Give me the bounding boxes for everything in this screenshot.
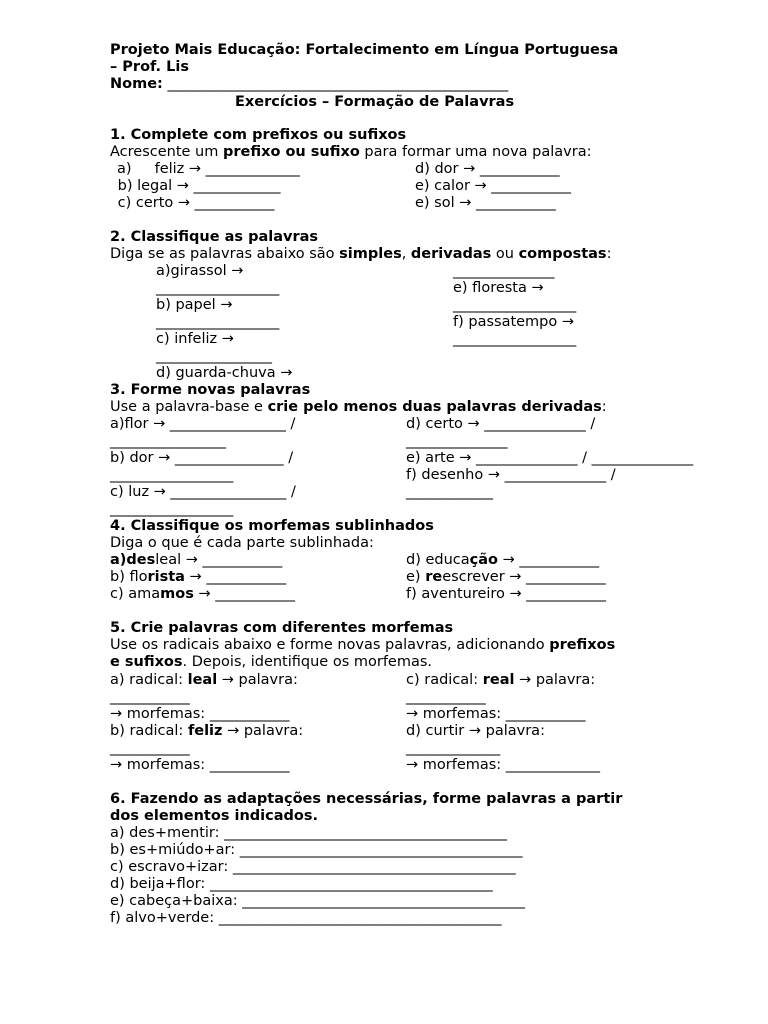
ex5-item-b: b) radical: feliz → palavra:	[110, 723, 304, 739]
ex2-instruction: Diga se as palavras abaixo são simples, derivadas ou compostas:	[110, 246, 612, 262]
ex1-item-c: c) certo → ___________	[113, 195, 275, 211]
ex5-blank-d: _____________	[406, 740, 501, 756]
ex1-item-f: e) sol → ___________	[415, 195, 556, 211]
ex5-morfemas-d: → morfemas: _____________	[406, 757, 601, 773]
ex3-item-f: f) desenho → ______________ /	[406, 467, 616, 483]
ex3-item-d: d) certo → ______________ /	[406, 416, 596, 432]
ex6-item-a: a) des+mentir: _______________________________________	[110, 825, 507, 841]
ex6-item-e: e) cabeça+baixa: _______________________________________	[110, 893, 526, 909]
ex5-morfemas-a: → morfemas: ___________	[110, 706, 290, 722]
ex1-item-b: b) legal → ____________	[113, 178, 281, 194]
title-line-2: – Prof. Lis	[110, 59, 189, 75]
ex5-instruction-1: Use os radicais abaixo e forme novas palavras, adicionando prefixos	[110, 637, 616, 653]
ex6-item-c: c) escravo+izar: _______________________________________	[110, 859, 516, 875]
ex4-item-e: e) reescrever → ___________	[406, 569, 606, 585]
ex4-item-b: b) florista → ___________	[110, 569, 287, 585]
ex3-title: 3. Forme novas palavras	[110, 382, 311, 398]
ex5-blank-b: ___________	[110, 740, 190, 756]
ex4-title: 4. Classifique os morfemas sublinhados	[110, 518, 434, 534]
ex1-instruction: Acrescente um prefixo ou sufixo para formar uma nova palavra:	[110, 144, 592, 160]
ex3-blank-d: ______________	[406, 433, 508, 449]
ex6-title-2: dos elementos indicados.	[110, 808, 318, 824]
ex5-morfemas-b: → morfemas: ___________	[110, 757, 290, 773]
ex4-instruction: Diga o que é cada parte sublinhada:	[110, 535, 374, 551]
ex3-item-a: a)flor → ________________ /	[110, 416, 296, 432]
ex3-blank-c: _________________	[110, 501, 234, 517]
ex5-instruction-2: e sufixos. Depois, identifique os morfemas.	[110, 654, 433, 670]
ex2-item-a: a)girassol →	[156, 263, 244, 279]
ex6-item-b: b) es+miúdo+ar: _______________________________________	[110, 842, 523, 858]
ex4-item-a: a)desleal → ___________	[110, 552, 283, 568]
subtitle: Exercícios – Formação de Palavras	[235, 94, 515, 110]
ex5-title: 5. Crie palavras com diferentes morfemas	[110, 620, 454, 636]
ex3-instruction: Use a palavra-base e crie pelo menos duas palavras derivadas:	[110, 399, 607, 415]
ex2-blank-c: ________________	[156, 348, 272, 364]
ex1-item-a: a) feliz → _____________	[117, 161, 300, 177]
ex3-item-e: e) arte → ______________ / ______________	[406, 450, 694, 466]
ex2-title: 2. Classifique as palavras	[110, 229, 319, 245]
ex5-item-c: c) radical: real → palavra:	[406, 672, 596, 688]
ex2-blank-right: ______________	[453, 263, 555, 279]
ex2-item-f: f) passatempo →	[453, 314, 575, 330]
ex1-item-e: e) calor → ___________	[415, 178, 572, 194]
name-line: Nome: _______________________________________________	[110, 76, 509, 92]
ex4-item-c: c) amamos → ___________	[110, 586, 295, 602]
ex6-item-f: f) alvo+verde: _______________________________________	[110, 910, 502, 926]
ex6-item-d: d) beija+flor: _______________________________________	[110, 876, 493, 892]
ex3-blank-b: _________________	[110, 467, 234, 483]
ex2-item-e: e) floresta →	[453, 280, 544, 296]
ex2-item-b: b) papel →	[156, 297, 233, 313]
ex5-morfemas-c: → morfemas: ___________	[406, 706, 586, 722]
ex6-title-1: 6. Fazendo as adaptações necessárias, forme palavras a partir	[110, 791, 623, 807]
ex2-blank-a: _________________	[156, 280, 280, 296]
ex1-title: 1. Complete com prefixos ou sufixos	[110, 127, 407, 143]
ex2-item-c: c) infeliz →	[156, 331, 234, 347]
ex1-item-d: d) dor → ___________	[415, 161, 560, 177]
ex2-blank-f: _________________	[453, 331, 577, 347]
ex5-blank-c: ___________	[406, 689, 486, 705]
title-line-1: Projeto Mais Educação: Fortalecimento em Língua Portuguesa	[110, 42, 619, 58]
ex5-blank-a: ___________	[110, 689, 190, 705]
ex2-blank-b: _________________	[156, 314, 280, 330]
ex3-item-c: c) luz → ________________ /	[110, 484, 296, 500]
ex2-item-d: d) guarda-chuva →	[156, 365, 293, 381]
ex3-item-b: b) dor → _______________ /	[110, 450, 294, 466]
ex5-item-d: d) curtir → palavra:	[406, 723, 545, 739]
ex3-blank-a: ________________	[110, 433, 226, 449]
ex3-blank-f: ____________	[406, 484, 493, 500]
ex5-item-a: a) radical: leal → palavra:	[110, 672, 298, 688]
ex4-item-d: d) educação → ___________	[406, 552, 600, 568]
ex2-blank-e: _________________	[453, 297, 577, 313]
ex4-item-f: f) aventureiro → ___________	[406, 586, 607, 602]
